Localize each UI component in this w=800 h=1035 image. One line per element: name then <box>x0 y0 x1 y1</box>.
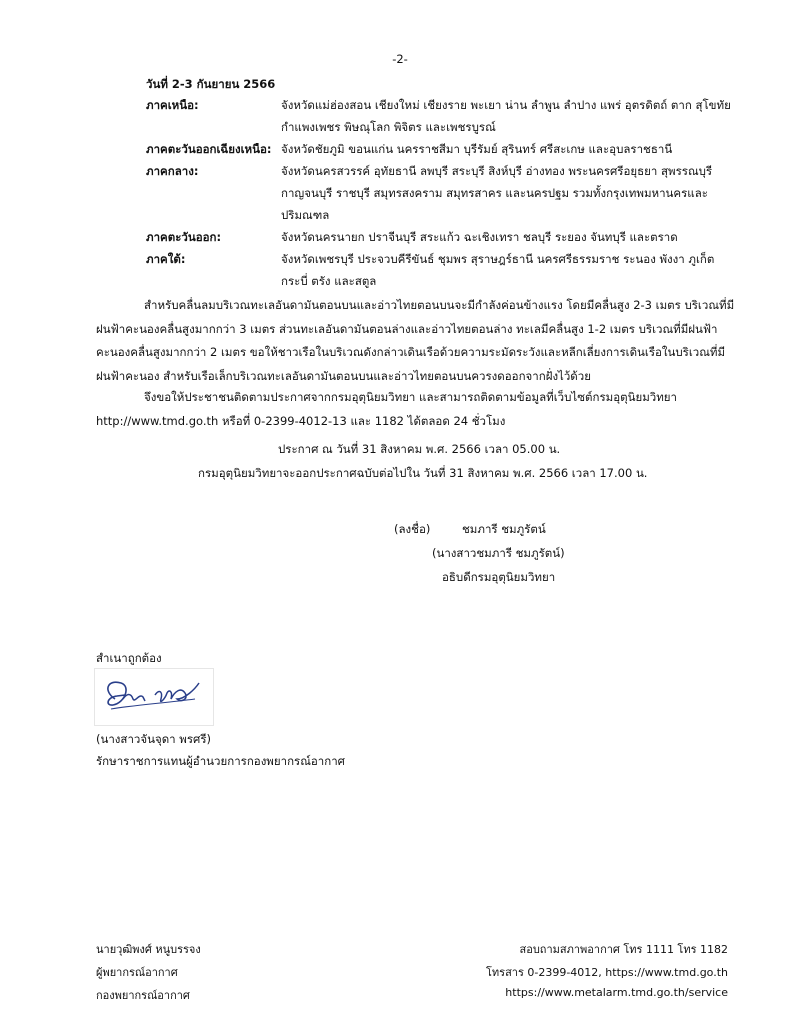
paragraph-line: ฝนฟ้าคะนอง สำหรับเรือเล็กบริเวณทะเลอันดามันตอนบนและอ่าวไทยตอนบนควรงดออกจากฝั่งไว้ด้วย <box>96 368 591 383</box>
region-label: ภาคตะวันออก: <box>146 230 222 244</box>
region-label: ภาคใต้: <box>146 252 186 266</box>
paragraph-line: จึงขอให้ประชาชนติดตามประกาศจากกรมอุตุนิยมวิทยา และสามารถติดตามข้อมูลที่เว็บไซต์กรมอุตุนิยมวิทยา <box>144 390 678 404</box>
region-provinces: จังหวัดชัยภูมิ ขอนแก่น นครราชสีมา บุรีรัมย์ สุรินทร์ ศรีสะเกษ และอุบลราชธานี <box>281 142 673 156</box>
region-provinces: จังหวัดนครนายก ปราจีนบุรี สระแก้ว ฉะเชิงเทรา ชลบุรี ระยอง จันทบุรี และตราด <box>281 230 678 244</box>
footer-forecaster-role: ผู้พยากรณ์อากาศ <box>96 966 178 979</box>
region-provinces: จังหวัดแม่ฮ่องสอน เชียงใหม่ เชียงราย พะเยา น่าน ลำพูน ลำปาง แพร่ อุตรดิตถ์ ตาก สุโขทัย <box>281 98 731 112</box>
region-provinces: จังหวัดนครสวรรค์ อุทัยธานี ลพบุรี สระบุรี สิงห์บุรี อ่างทอง พระนครศรีอยุธยา สุพรรณบุรี <box>281 164 713 178</box>
certified-position: รักษาราชการแทนผู้อำนวยการกองพยากรณ์อากาศ <box>96 754 345 768</box>
paragraph-line: สำหรับคลื่นลมบริเวณทะเลอันดามันตอนบนและอ่าวไทยตอนบนจะมีกำลังค่อนข้างแรง โดยมีคลื่นสูง 2-3 เมตร บริเวณที่มี <box>144 298 735 312</box>
region-label: ภาคกลาง: <box>146 164 199 178</box>
signatory-position: อธิบดีกรมอุตุนิยมวิทยา <box>442 570 556 584</box>
certified-label: สำเนาถูกต้อง <box>96 651 162 665</box>
follow-paragraph <box>96 386 716 433</box>
region-label: ภาคเหนือ: <box>146 98 199 112</box>
region-provinces: กาญจนบุรี ราชบุรี สมุทรสงคราม สมุทรสาคร และนครปฐม รวมทั้งกรุงเทพมหานครและ <box>281 186 708 200</box>
footer-contact-phone: สอบถามสภาพอากาศ โทร 1111 โทร 1182 <box>519 943 728 956</box>
announcement-next: กรมอุตุนิยมวิทยาจะออกประกาศฉบับต่อไปใน วันที่ 31 สิงหาคม พ.ศ. 2566 เวลา 17.00 น. <box>198 466 648 480</box>
paragraph-line: คะนองคลื่นสูงมากกว่า 2 เมตร ขอให้ชาวเรือในบริเวณดังกล่าวเดินเรือด้วยความระมัดระวังและหลีกเลี่ยงการเดินเรือในบริเวณที่มี <box>96 345 726 359</box>
signed-label: (ลงชื่อ) <box>394 522 431 536</box>
footer-forecaster-name: นายวุฒิพงศ์ หนูบรรจง <box>96 943 201 956</box>
footer-division: กองพยากรณ์อากาศ <box>96 989 190 1002</box>
handwritten-signature <box>94 668 214 726</box>
region-provinces: กระบี่ ตรัง และสตูล <box>281 274 377 288</box>
footer-service-link[interactable]: https://www.metalarm.tmd.go.th/service <box>505 986 728 999</box>
region-provinces: จังหวัดเพชรบุรี ประจวบคีรีขันธ์ ชุมพร สุราษฎร์ธานี นครศรีธรรมราช ระนอง พังงา ภูเก็ต <box>281 252 715 266</box>
paragraph-line: ฝนฟ้าคะนองคลื่นสูงมากกว่า 3 เมตร ส่วนทะเลอันดามันตอนล่างและอ่าวไทยตอนล่าง ทะเลมีคลื่นสูง 1-2 เมตร บริเวณที่มีฝนฟ้า <box>96 321 718 336</box>
footer-contact-fax: โทรสาร 0-2399-4012, https://www.tmd.go.th <box>486 966 728 979</box>
waves-paragraph <box>96 294 735 388</box>
signature-scribble-icon <box>95 669 213 725</box>
region-provinces: กำแพงเพชร พิษณุโลก พิจิตร และเพชรบูรณ์ <box>281 120 496 134</box>
signed-name: ชมภารี ชมภูรัตน์ <box>462 522 546 536</box>
region-provinces: ปริมณฑล <box>281 208 330 222</box>
region-label: ภาคตะวันออกเฉียงเหนือ: <box>146 142 272 156</box>
paragraph-line: http://www.tmd.go.th หรือที่ 0-2399-4012-13 และ 1182 ได้ตลอด 24 ชั่วโมง <box>96 413 506 428</box>
page-number: -2- <box>392 52 408 66</box>
forecast-date-heading: วันที่ 2-3 กันยายน 2566 <box>146 77 276 91</box>
announcement-issued: ประกาศ ณ วันที่ 31 สิงหาคม พ.ศ. 2566 เวลา 05.00 น. <box>278 442 561 456</box>
certified-name: (นางสาวจันจุดา พรศรี) <box>96 732 211 746</box>
signatory-full-name: (นางสาวชมภารี ชมภูรัตน์) <box>432 546 565 560</box>
